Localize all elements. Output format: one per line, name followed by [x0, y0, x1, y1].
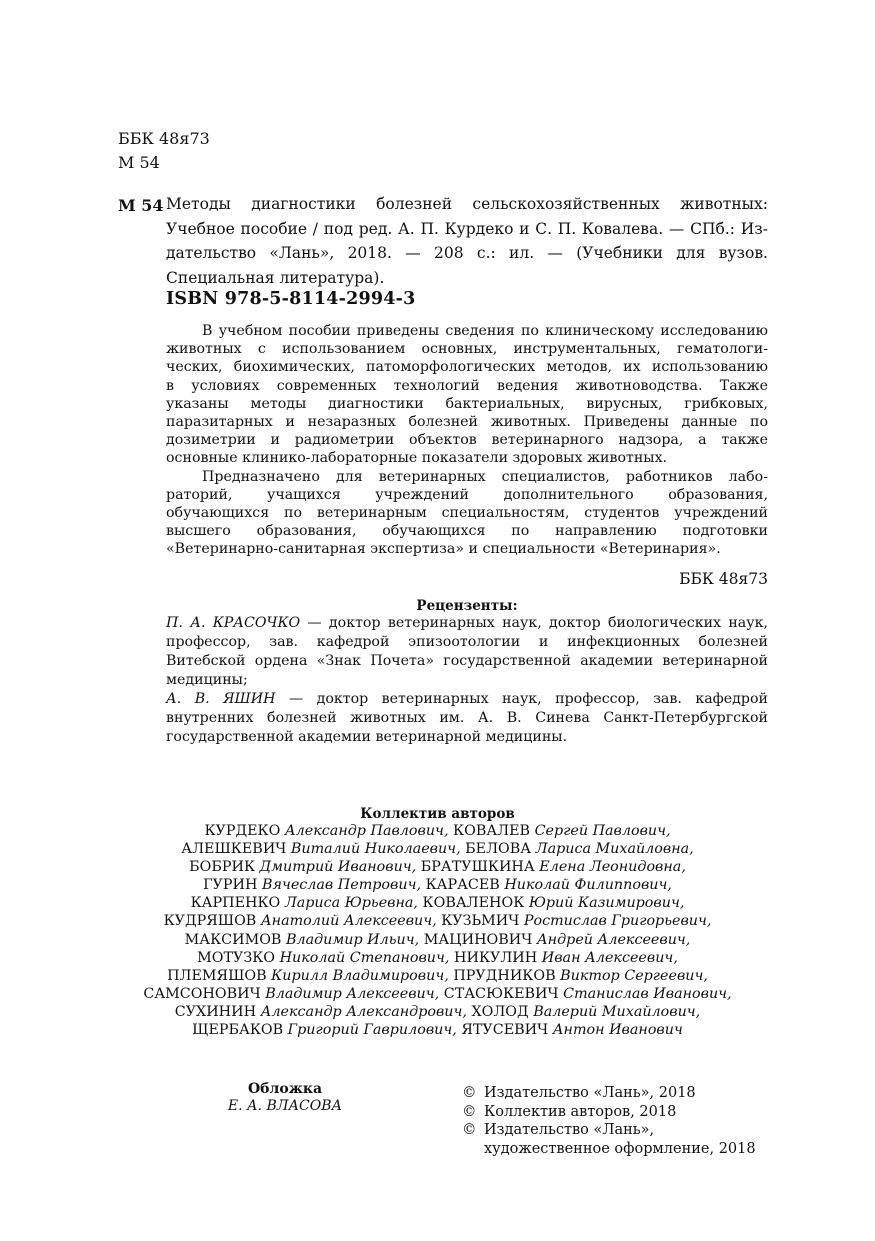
- author-given-names: Лариса Михайловна,: [531, 841, 694, 858]
- reviewer-name: А. В. ЯШИН: [166, 691, 276, 707]
- author-surname: МАЦИНОВИЧ: [423, 931, 533, 948]
- author-surname: БЕЛОВА: [465, 841, 532, 858]
- audience-line: Предназначено для ветеринарных специалистов, работников лабо-: [202, 468, 768, 485]
- author-given-names: Вячеслав Петрович,: [257, 877, 426, 894]
- entry-author-sign: М 54: [118, 196, 164, 215]
- bbk-index-right: ББК 48я73: [679, 570, 768, 588]
- author-given-names: Антон Иванович: [548, 1022, 683, 1039]
- author-line: [0, 1003, 875, 1021]
- reviewer-line: медицины;: [166, 672, 248, 688]
- copyright-text: художественное оформление, 2018: [484, 1140, 756, 1157]
- reviewer-line: внутренних болезней животных им. А. В. Синева Санкт-Петербургской: [166, 710, 768, 726]
- abstract-line: указаны методы диагностики бактериальных, вирусных, грибковых,: [166, 395, 768, 412]
- author-line: [0, 931, 875, 949]
- reviewer-line: [166, 690, 768, 709]
- author-line: [0, 840, 875, 858]
- author-line: [0, 949, 875, 967]
- reviewer-line: профессор, зав. кафедрой эпизоотологии и инфекционных болезней: [166, 634, 768, 650]
- copyright-line: [462, 1103, 756, 1122]
- abstract-line: В учебном пособии приведены сведения по клиническому исследованию: [202, 323, 768, 339]
- author-line: [0, 858, 875, 876]
- authors-title: Коллектив авторов: [360, 806, 515, 822]
- abstract-line: паразитарных и незаразных болезней животных. Приведены данные по: [166, 414, 768, 431]
- author-given-names: Андрей Алексеевич,: [532, 931, 691, 948]
- audience-line: раторий, учащихся учреждений дополнительного образования,: [166, 486, 768, 503]
- copyright-line: [462, 1140, 756, 1159]
- author-surname: САМСОНОВИЧ: [143, 985, 261, 1002]
- author-surname: КУЗЬМИЧ: [441, 913, 520, 930]
- bbk-classification-block: [118, 127, 210, 175]
- author-surname: БРАТУШКИНА: [420, 859, 535, 876]
- author-given-names: Анатолий Алексеевич,: [256, 913, 442, 930]
- copyright-symbol: ©: [462, 1103, 477, 1120]
- copyright-line: [462, 1121, 756, 1140]
- abstract-line: в условиях современных технологий ведения животноводства. Также: [166, 377, 768, 394]
- biblio-line: дательство «Лань», 2018. — 208 с.: ил. — (Учебники для вузов.: [166, 244, 768, 262]
- author-given-names: Елена Леонидовна,: [534, 859, 686, 876]
- biblio-line: Учебное пособие / под ред. А. П. Курдеко и С. П. Ковалева. — СПб.: Из-: [166, 219, 768, 238]
- copyright-block: [462, 1084, 756, 1158]
- copyright-text: Издательство «Лань»,: [484, 1122, 655, 1138]
- author-given-names: Сергей Павлович,: [530, 823, 671, 839]
- author-given-names: Владимир Алексеевич,: [260, 985, 444, 1002]
- copyright-symbol: ©: [462, 1122, 477, 1138]
- author-given-names: Александр Павлович,: [280, 823, 454, 839]
- audience-line: «Ветеринарно-санитарная экспертиза» и специальности «Ветеринария».: [166, 541, 721, 558]
- author-surname: МОТУЗКО: [197, 949, 276, 966]
- author-given-names: Станислав Иванович,: [558, 985, 732, 1002]
- reviewer-info: — доктор ветеринарных наук, доктор биологических наук,: [300, 615, 768, 631]
- copyright-symbol: [462, 1140, 484, 1159]
- authors-list: [0, 822, 875, 1039]
- author-given-names: Иван Алексеевич,: [537, 949, 678, 966]
- author-line: [0, 894, 875, 912]
- author-surname: СТАСЮКЕВИЧ: [443, 985, 559, 1002]
- author-line: [0, 1021, 875, 1039]
- author-surname: КОВАЛЕНОК: [422, 895, 525, 912]
- author-surname: СУХИНИН: [174, 1003, 257, 1020]
- reviewer-line: государственной академии ветеринарной медицины.: [166, 729, 568, 745]
- author-surname: КУДРЯШОВ: [163, 913, 257, 930]
- author-given-names: Валерий Михайлович,: [528, 1003, 701, 1020]
- author-given-names: Ростислав Григорьевич,: [519, 913, 712, 930]
- author-surname: НИКУЛИН: [454, 949, 538, 966]
- author-line: [0, 985, 875, 1003]
- author-line: [0, 912, 875, 930]
- biblio-line: Специальная литература).: [166, 268, 385, 287]
- abstract-line: основные клинико-лабораторные показатели здоровых животных.: [166, 450, 668, 467]
- copyright-text: Издательство «Лань», 2018: [484, 1085, 696, 1101]
- author-given-names: Николай Степанович,: [275, 949, 455, 966]
- author-line: [0, 822, 875, 840]
- abstract-line: животных с использованием основных, инструментальных, гематологи-: [166, 341, 768, 358]
- author-surname: КУРДЕКО: [204, 823, 281, 839]
- author-sign: М 54: [118, 153, 160, 172]
- author-surname: КОВАЛЕВ: [453, 823, 531, 839]
- reviewers-title: Рецензенты:: [416, 598, 518, 614]
- author-surname: ХОЛОД: [471, 1003, 529, 1020]
- bbk-index: ББК 48я73: [118, 129, 210, 148]
- reviewer-info: — доктор ветеринарных наук, профессор, зав. кафедрой: [275, 691, 768, 707]
- copyright-line: [462, 1084, 756, 1103]
- author-given-names: Александр Александрович,: [256, 1003, 472, 1020]
- author-given-names: Виталий Николаевич,: [286, 841, 466, 858]
- abstract-line: дозиметрии и радиометрии объектов ветеринарного надзора, а также: [166, 432, 768, 449]
- reviewer-line: Витебской ордена «Знак Почета» государственной академии ветеринарной: [166, 653, 768, 669]
- author-surname: ЩЕРБАКОВ: [192, 1022, 284, 1039]
- author-surname: ПРУДНИКОВ: [453, 967, 556, 984]
- cover-designer: Е. А. ВЛАСОВА: [227, 1098, 343, 1114]
- abstract-line: ческих, биохимических, патоморфологических методов, их использованию: [166, 359, 768, 376]
- author-surname: БОБРИК: [189, 859, 256, 876]
- author-line: [0, 967, 875, 985]
- author-surname: МАКСИМОВ: [184, 931, 282, 948]
- author-given-names: Виктор Сергеевич,: [555, 967, 708, 984]
- abstract: [166, 322, 768, 559]
- isbn: ISBN 978-5-8114-2994-3: [166, 289, 416, 309]
- biblio-line: Методы диагностики болезней сельскохозяйственных животных:: [166, 195, 768, 213]
- author-given-names: Лариса Юрьевна,: [280, 895, 423, 912]
- author-surname: КАРАСЕВ: [425, 877, 500, 894]
- reviewers-list: [166, 614, 768, 747]
- copyright-symbol: ©: [462, 1085, 477, 1101]
- reviewer-name: П. А. КРАСОЧКО: [166, 615, 301, 631]
- cover-title: Обложка: [247, 1081, 323, 1097]
- author-surname: ГУРИН: [203, 877, 258, 894]
- audience-line: обучающихся по ветеринарным специальностям, студентов учреждений: [166, 505, 768, 522]
- author-surname: АЛЕШКЕВИЧ: [181, 841, 287, 858]
- author-given-names: Юрий Казимирович,: [524, 895, 685, 912]
- author-given-names: Кирилл Владимирович,: [266, 967, 454, 984]
- author-surname: ПЛЕМЯШОВ: [167, 967, 267, 984]
- bibliographic-description: [166, 192, 768, 290]
- author-surname: КАРПЕНКО: [190, 895, 281, 912]
- reviewer-line: [166, 614, 768, 633]
- author-surname: ЯТУСЕВИЧ: [461, 1022, 549, 1039]
- author-line: [0, 876, 875, 894]
- author-given-names: Владимир Ильич,: [281, 931, 424, 948]
- author-given-names: Дмитрий Иванович,: [255, 859, 421, 876]
- author-given-names: Николай Филиппович,: [499, 877, 672, 894]
- audience-line: высшего образования, обучающихся по направлению подготовки: [166, 523, 768, 540]
- copyright-text: Коллектив авторов, 2018: [484, 1103, 677, 1120]
- author-given-names: Григорий Гаврилович,: [283, 1022, 462, 1039]
